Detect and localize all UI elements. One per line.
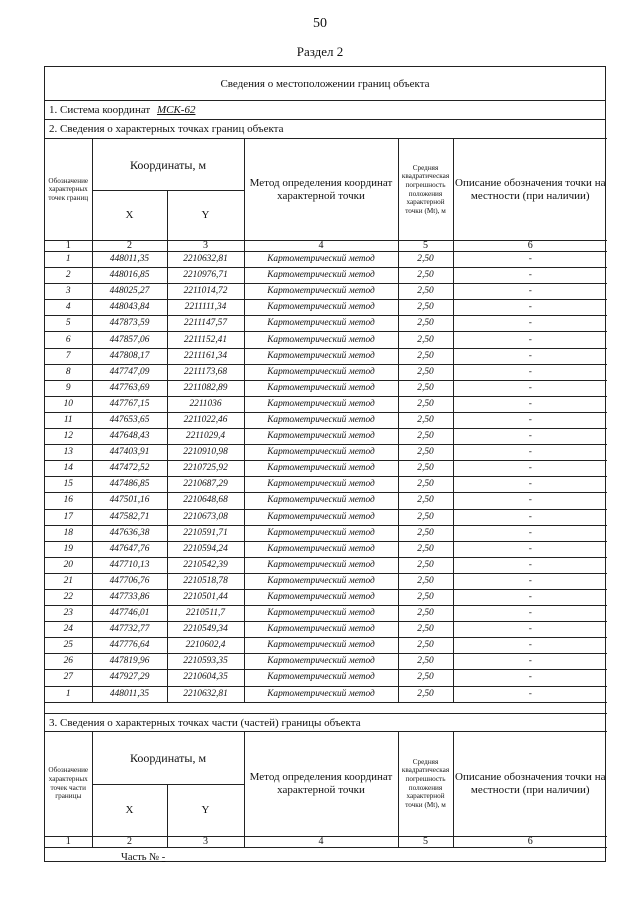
part-points-section-title: 3. Сведения о характерных точках части (частей) границы объекта — [45, 713, 605, 732]
description-cell: - — [453, 412, 607, 428]
error-cell: 2,50 — [398, 638, 453, 654]
y-coordinate-cell: 2210910,98 — [167, 445, 244, 461]
description-cell: - — [453, 364, 607, 380]
method-cell: Картометрический метод — [244, 364, 398, 380]
point-header: Обозначение характерных точек границ — [45, 139, 92, 241]
table-row — [45, 541, 607, 557]
point-id-cell: 23 — [45, 606, 92, 622]
column-number: 1 — [45, 241, 92, 252]
description-cell: - — [453, 348, 607, 364]
point-id-cell: 2 — [45, 268, 92, 284]
boundary-points-table — [45, 138, 607, 714]
y-coordinate-cell: 2210591,71 — [167, 525, 244, 541]
table-row — [45, 316, 607, 332]
table-row — [45, 348, 607, 364]
x-coordinate-cell: 447857,06 — [92, 332, 167, 348]
table-row — [45, 461, 607, 477]
y-coordinate-cell: 2210549,34 — [167, 622, 244, 638]
description-cell: - — [453, 622, 607, 638]
method-cell: Картометрический метод — [244, 445, 398, 461]
description-cell: - — [453, 316, 607, 332]
method-cell: Картометрический метод — [244, 493, 398, 509]
error-cell: 2,50 — [398, 589, 453, 605]
point-id-cell: 6 — [45, 332, 92, 348]
y-coordinate-cell: 2210602,4 — [167, 638, 244, 654]
point-id-cell: 17 — [45, 509, 92, 525]
description-cell: - — [453, 300, 607, 316]
table-row — [45, 284, 607, 300]
table-row — [45, 525, 607, 541]
description-cell: - — [453, 461, 607, 477]
method-cell: Картометрический метод — [244, 461, 398, 477]
point-id-cell: 3 — [45, 284, 92, 300]
y-coordinate-cell: 2210594,24 — [167, 541, 244, 557]
x-coordinate-cell: 447763,69 — [92, 380, 167, 396]
part-x-header: X — [92, 784, 167, 836]
description-cell: - — [453, 252, 607, 268]
part-method-header: Метод определения координат характерной точки — [244, 731, 398, 836]
description-cell: - — [453, 638, 607, 654]
x-coordinate-cell: 447747,09 — [92, 364, 167, 380]
x-coordinate-cell: 447819,96 — [92, 654, 167, 670]
part-description-header: Описание обозначения точки на местности (при наличии) — [453, 731, 607, 836]
description-cell: - — [453, 606, 607, 622]
page-number: 50 — [313, 16, 327, 31]
description-cell: - — [453, 573, 607, 589]
x-coordinate-cell: 447486,85 — [92, 477, 167, 493]
x-coordinate-cell: 447873,59 — [92, 316, 167, 332]
error-cell: 2,50 — [398, 493, 453, 509]
x-coordinate-cell: 447501,16 — [92, 493, 167, 509]
method-cell: Картометрический метод — [244, 300, 398, 316]
method-cell: Картометрический метод — [244, 622, 398, 638]
point-id-cell: 24 — [45, 622, 92, 638]
table-row — [45, 396, 607, 412]
y-coordinate-cell: 2210648,68 — [167, 493, 244, 509]
y-coordinate-cell: 2211082,89 — [167, 380, 244, 396]
table-row — [45, 670, 607, 686]
table-row — [45, 686, 607, 702]
method-cell: Картометрический метод — [244, 557, 398, 573]
description-cell: - — [453, 541, 607, 557]
x-header: X — [92, 191, 167, 241]
x-coordinate-cell: 447472,52 — [92, 461, 167, 477]
error-cell: 2,50 — [398, 332, 453, 348]
error-cell: 2,50 — [398, 300, 453, 316]
part-point-header: Обозначение характерных точек части границы — [45, 731, 92, 836]
error-cell: 2,50 — [398, 686, 453, 702]
table-row — [45, 654, 607, 670]
description-cell: - — [453, 429, 607, 445]
y-coordinate-cell: 2211022,46 — [167, 412, 244, 428]
document-frame — [44, 66, 606, 862]
error-cell: 2,50 — [398, 396, 453, 412]
method-cell: Картометрический метод — [244, 638, 398, 654]
table-row — [45, 477, 607, 493]
point-id-cell: 21 — [45, 573, 92, 589]
y-coordinate-cell: 2211161,34 — [167, 348, 244, 364]
x-coordinate-cell: 448025,27 — [92, 284, 167, 300]
description-cell: - — [453, 670, 607, 686]
method-cell: Картометрический метод — [244, 573, 398, 589]
part-number-line — [45, 848, 605, 868]
error-cell: 2,50 — [398, 461, 453, 477]
x-coordinate-cell: 448043,84 — [92, 300, 167, 316]
coords-header: Координаты, м — [92, 139, 244, 191]
table-row — [45, 364, 607, 380]
description-cell: - — [453, 654, 607, 670]
table-row — [45, 252, 607, 268]
x-coordinate-cell: 447927,29 — [92, 670, 167, 686]
y-coordinate-cell: 2211111,34 — [167, 300, 244, 316]
error-cell: 2,50 — [398, 316, 453, 332]
error-header: Средняя квадратическая погрешность положения характерной точки (Mt), м — [398, 139, 453, 241]
error-cell: 2,50 — [398, 509, 453, 525]
method-cell: Картометрический метод — [244, 412, 398, 428]
part-error-header: Средняя квадратическая погрешность положения характерной точки (Mt), м — [398, 731, 453, 836]
column-number: 5 — [398, 836, 453, 847]
description-cell: - — [453, 589, 607, 605]
point-id-cell: 5 — [45, 316, 92, 332]
table-row — [45, 493, 607, 509]
point-id-cell: 25 — [45, 638, 92, 654]
x-coordinate-cell: 448011,35 — [92, 252, 167, 268]
x-coordinate-cell: 447706,76 — [92, 573, 167, 589]
method-cell: Картометрический метод — [244, 284, 398, 300]
y-coordinate-cell: 2211014,72 — [167, 284, 244, 300]
point-id-cell: 13 — [45, 445, 92, 461]
description-cell: - — [453, 268, 607, 284]
description-cell: - — [453, 396, 607, 412]
column-number: 2 — [92, 241, 167, 252]
column-number: 5 — [398, 241, 453, 252]
method-cell: Картометрический метод — [244, 606, 398, 622]
error-cell: 2,50 — [398, 284, 453, 300]
y-coordinate-cell: 2211152,41 — [167, 332, 244, 348]
description-cell: - — [453, 445, 607, 461]
method-cell: Картометрический метод — [244, 348, 398, 364]
description-cell: - — [453, 284, 607, 300]
spacer-row — [45, 702, 607, 713]
error-cell: 2,50 — [398, 557, 453, 573]
y-coordinate-cell: 2210542,39 — [167, 557, 244, 573]
y-coordinate-cell: 2210501,44 — [167, 589, 244, 605]
error-cell: 2,50 — [398, 670, 453, 686]
y-header: Y — [167, 191, 244, 241]
x-coordinate-cell: 447733,86 — [92, 589, 167, 605]
error-cell: 2,50 — [398, 252, 453, 268]
section-title: Раздел 2 — [296, 44, 344, 59]
coordinate-system-line — [45, 101, 605, 120]
point-id-cell: 12 — [45, 429, 92, 445]
description-cell: - — [453, 557, 607, 573]
x-coordinate-cell: 448016,85 — [92, 268, 167, 284]
point-id-cell: 10 — [45, 396, 92, 412]
description-cell: - — [453, 493, 607, 509]
x-coordinate-cell: 447767,15 — [92, 396, 167, 412]
error-cell: 2,50 — [398, 429, 453, 445]
part-y-header: Y — [167, 784, 244, 836]
point-id-cell: 19 — [45, 541, 92, 557]
error-cell: 2,50 — [398, 541, 453, 557]
x-coordinate-cell: 447582,71 — [92, 509, 167, 525]
coordinate-system-label: 1. Система координат — [49, 104, 151, 116]
table-row — [45, 622, 607, 638]
table-row — [45, 268, 607, 284]
method-cell: Картометрический метод — [244, 525, 398, 541]
x-coordinate-cell: 447648,43 — [92, 429, 167, 445]
method-header: Метод определения координат характерной точки — [244, 139, 398, 241]
description-cell: - — [453, 477, 607, 493]
error-cell: 2,50 — [398, 622, 453, 638]
column-number: 1 — [45, 836, 92, 847]
error-cell: 2,50 — [398, 606, 453, 622]
column-number: 3 — [167, 836, 244, 847]
table-row — [45, 638, 607, 654]
description-cell: - — [453, 509, 607, 525]
error-cell: 2,50 — [398, 348, 453, 364]
point-id-cell: 27 — [45, 670, 92, 686]
column-number: 6 — [453, 836, 607, 847]
point-id-cell: 8 — [45, 364, 92, 380]
method-cell: Картометрический метод — [244, 396, 398, 412]
table-row — [45, 412, 607, 428]
y-coordinate-cell: 2210725,92 — [167, 461, 244, 477]
point-id-cell: 1 — [45, 252, 92, 268]
error-cell: 2,50 — [398, 477, 453, 493]
x-coordinate-cell: 447746,01 — [92, 606, 167, 622]
point-id-cell: 11 — [45, 412, 92, 428]
y-coordinate-cell: 2210593,35 — [167, 654, 244, 670]
description-cell: - — [453, 525, 607, 541]
y-coordinate-cell: 2210632,81 — [167, 686, 244, 702]
x-coordinate-cell: 447776,64 — [92, 638, 167, 654]
method-cell: Картометрический метод — [244, 686, 398, 702]
table-row — [45, 573, 607, 589]
x-coordinate-cell: 448011,35 — [92, 686, 167, 702]
point-id-cell: 9 — [45, 380, 92, 396]
y-coordinate-cell: 2211173,68 — [167, 364, 244, 380]
method-cell: Картометрический метод — [244, 316, 398, 332]
x-coordinate-cell: 447647,76 — [92, 541, 167, 557]
error-cell: 2,50 — [398, 412, 453, 428]
point-id-cell: 20 — [45, 557, 92, 573]
y-coordinate-cell: 2210673,08 — [167, 509, 244, 525]
x-coordinate-cell: 447732,77 — [92, 622, 167, 638]
description-cell: - — [453, 380, 607, 396]
method-cell: Картометрический метод — [244, 332, 398, 348]
point-id-cell: 16 — [45, 493, 92, 509]
column-number: 2 — [92, 836, 167, 847]
table-row — [45, 509, 607, 525]
method-cell: Картометрический метод — [244, 380, 398, 396]
boundary-points-body — [45, 252, 607, 703]
x-coordinate-cell: 447636,38 — [92, 525, 167, 541]
column-number: 4 — [244, 241, 398, 252]
error-cell: 2,50 — [398, 364, 453, 380]
error-cell: 2,50 — [398, 525, 453, 541]
x-coordinate-cell: 447403,91 — [92, 445, 167, 461]
point-id-cell: 7 — [45, 348, 92, 364]
y-coordinate-cell: 2211029,4 — [167, 429, 244, 445]
y-coordinate-cell: 2210604,35 — [167, 670, 244, 686]
table-row — [45, 557, 607, 573]
point-id-cell: 1 — [45, 686, 92, 702]
description-header: Описание обозначения точки на местности (при наличии) — [453, 139, 607, 241]
y-coordinate-cell: 2211147,57 — [167, 316, 244, 332]
error-cell: 2,50 — [398, 445, 453, 461]
method-cell: Картометрический метод — [244, 268, 398, 284]
table-row — [45, 589, 607, 605]
part-coords-header: Координаты, м — [92, 731, 244, 784]
column-number-row — [45, 241, 607, 252]
frame-title: Сведения о местоположении границ объекта — [45, 67, 605, 101]
error-cell: 2,50 — [398, 573, 453, 589]
method-cell: Картометрический метод — [244, 541, 398, 557]
method-cell: Картометрический метод — [244, 509, 398, 525]
point-id-cell: 14 — [45, 461, 92, 477]
x-coordinate-cell: 447808,17 — [92, 348, 167, 364]
part-points-table — [45, 731, 607, 848]
table-row — [45, 332, 607, 348]
description-cell: - — [453, 332, 607, 348]
y-coordinate-cell: 2210687,29 — [167, 477, 244, 493]
column-number: 4 — [244, 836, 398, 847]
x-coordinate-cell: 447710,13 — [92, 557, 167, 573]
description-cell: - — [453, 686, 607, 702]
point-id-cell: 22 — [45, 589, 92, 605]
points-section-title: 2. Сведения о характерных точках границ объекта — [45, 120, 605, 139]
table-row — [45, 300, 607, 316]
method-cell: Картометрический метод — [244, 477, 398, 493]
method-cell: Картометрический метод — [244, 670, 398, 686]
point-id-cell: 4 — [45, 300, 92, 316]
table-row — [45, 445, 607, 461]
method-cell: Картометрический метод — [244, 252, 398, 268]
y-coordinate-cell: 2210632,81 — [167, 252, 244, 268]
error-cell: 2,50 — [398, 380, 453, 396]
y-coordinate-cell: 2210511,7 — [167, 606, 244, 622]
point-id-cell: 26 — [45, 654, 92, 670]
table-row — [45, 380, 607, 396]
part-number-label: Часть № — [121, 851, 160, 863]
point-id-cell: 18 — [45, 525, 92, 541]
method-cell: Картометрический метод — [244, 429, 398, 445]
y-coordinate-cell: 2211036 — [167, 396, 244, 412]
point-id-cell: 15 — [45, 477, 92, 493]
y-coordinate-cell: 2210976,71 — [167, 268, 244, 284]
error-cell: 2,50 — [398, 268, 453, 284]
method-cell: Картометрический метод — [244, 654, 398, 670]
error-cell: 2,50 — [398, 654, 453, 670]
part-number-value: - — [161, 851, 166, 863]
table-row — [45, 429, 607, 445]
column-number: 6 — [453, 241, 607, 252]
table-row — [45, 606, 607, 622]
method-cell: Картометрический метод — [244, 589, 398, 605]
column-number: 3 — [167, 241, 244, 252]
part-column-number-row — [45, 836, 607, 847]
y-coordinate-cell: 2210518,78 — [167, 573, 244, 589]
coordinate-system-value: МСК-62 — [156, 104, 196, 116]
x-coordinate-cell: 447653,65 — [92, 412, 167, 428]
